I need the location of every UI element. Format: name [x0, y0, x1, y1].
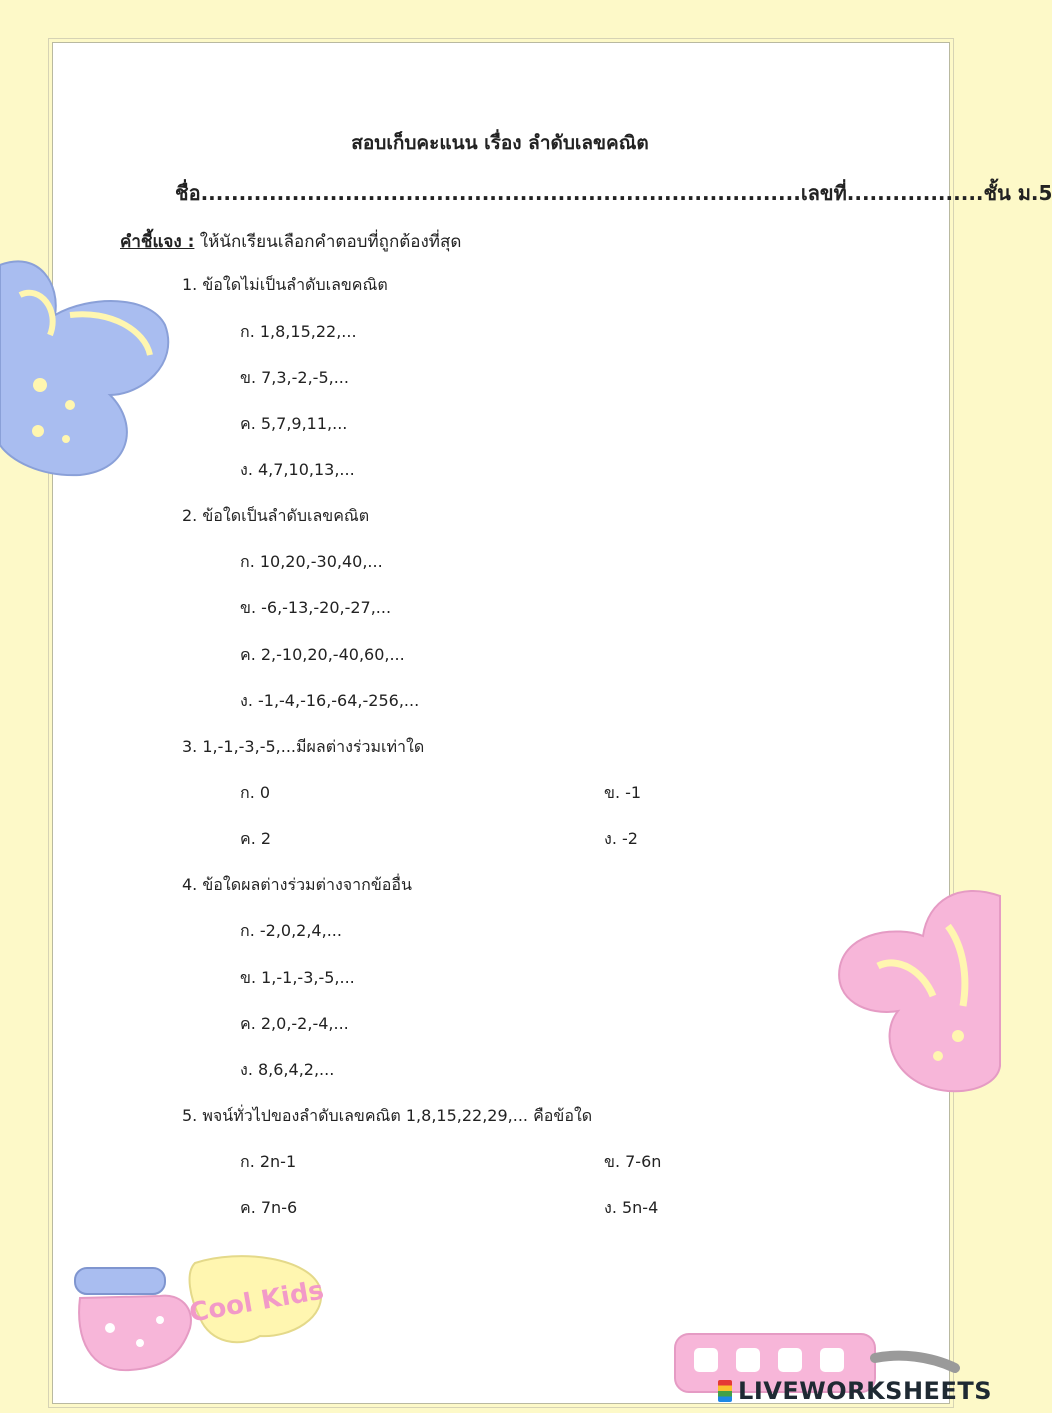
- choice-5c[interactable]: ค. 7n-6: [240, 1198, 298, 1217]
- question-2: 2. ข้อใดเป็นลำดับเลขคณิต: [182, 506, 370, 525]
- choice-1d[interactable]: ง. 4,7,10,13,...: [240, 460, 355, 479]
- question-5: 5. พจน์ทั่วไปของลำดับเลขคณิต 1,8,15,22,29,... คือข้อใด: [182, 1106, 593, 1125]
- brand-label: LIVEWORKSHEETS: [738, 1377, 992, 1405]
- cool-kids-sticker-decoration: [70, 1248, 330, 1378]
- instructions: [120, 228, 461, 255]
- choice-4c[interactable]: ค. 2,0,-2,-4,...: [240, 1014, 349, 1033]
- choice-1c[interactable]: ค. 5,7,9,11,...: [240, 414, 348, 433]
- question-1: 1. ข้อใดไม่เป็นลำดับเลขคณิต: [182, 275, 388, 294]
- choice-5b[interactable]: ข. 7-6n: [604, 1152, 662, 1171]
- choice-5a[interactable]: ก. 2n-1: [240, 1152, 297, 1171]
- page-title: สอบเก็บคะแนน เรื่อง ลำดับเลขคณิต: [351, 132, 649, 154]
- choice-2d[interactable]: ง. -1,-4,-16,-64,-256,...: [240, 691, 420, 710]
- name-field[interactable]: ชื่อ...............................................................................: [175, 181, 801, 205]
- svg-text:Cool Kids: Cool Kids: [187, 1275, 327, 1329]
- question-3: 3. 1,-1,-3,-5,...มีผลต่างร่วมเท่าใด: [182, 737, 425, 756]
- blue-butterfly-decoration: [0, 255, 180, 485]
- student-info-line: [175, 177, 1052, 209]
- grade-field: ชั้น ม.5: [983, 181, 1052, 205]
- instruction-label: คำชี้แจง :: [120, 232, 195, 252]
- liveworksheets-brand: [718, 1377, 992, 1405]
- choice-3d[interactable]: ง. -2: [604, 829, 638, 848]
- choice-3a[interactable]: ก. 0: [240, 783, 271, 802]
- choice-4d[interactable]: ง. 8,6,4,2,...: [240, 1060, 335, 1079]
- choice-5d[interactable]: ง. 5n-4: [604, 1198, 659, 1217]
- choice-2a[interactable]: ก. 10,20,-30,40,...: [240, 552, 383, 571]
- pink-butterfly-decoration: [838, 886, 1000, 1096]
- instruction-text: ให้นักเรียนเลือกคำตอบที่ถูกต้องที่สุด: [194, 232, 462, 252]
- choice-2c[interactable]: ค. 2,-10,20,-40,60,...: [240, 645, 405, 664]
- choice-3c[interactable]: ค. 2: [240, 829, 272, 848]
- number-field[interactable]: เลขที่..................: [800, 181, 984, 205]
- choice-1b[interactable]: ข. 7,3,-2,-5,...: [240, 368, 349, 387]
- liveworksheets-logo-icon: [718, 1380, 732, 1402]
- choice-2b[interactable]: ข. -6,-13,-20,-27,...: [240, 598, 392, 617]
- choice-1a[interactable]: ก. 1,8,15,22,...: [240, 322, 357, 341]
- choice-4b[interactable]: ข. 1,-1,-3,-5,...: [240, 968, 355, 987]
- choice-3b[interactable]: ข. -1: [604, 783, 642, 802]
- choice-4a[interactable]: ก. -2,0,2,4,...: [240, 921, 342, 940]
- question-4: 4. ข้อใดผลต่างร่วมต่างจากข้ออื่น: [182, 875, 412, 894]
